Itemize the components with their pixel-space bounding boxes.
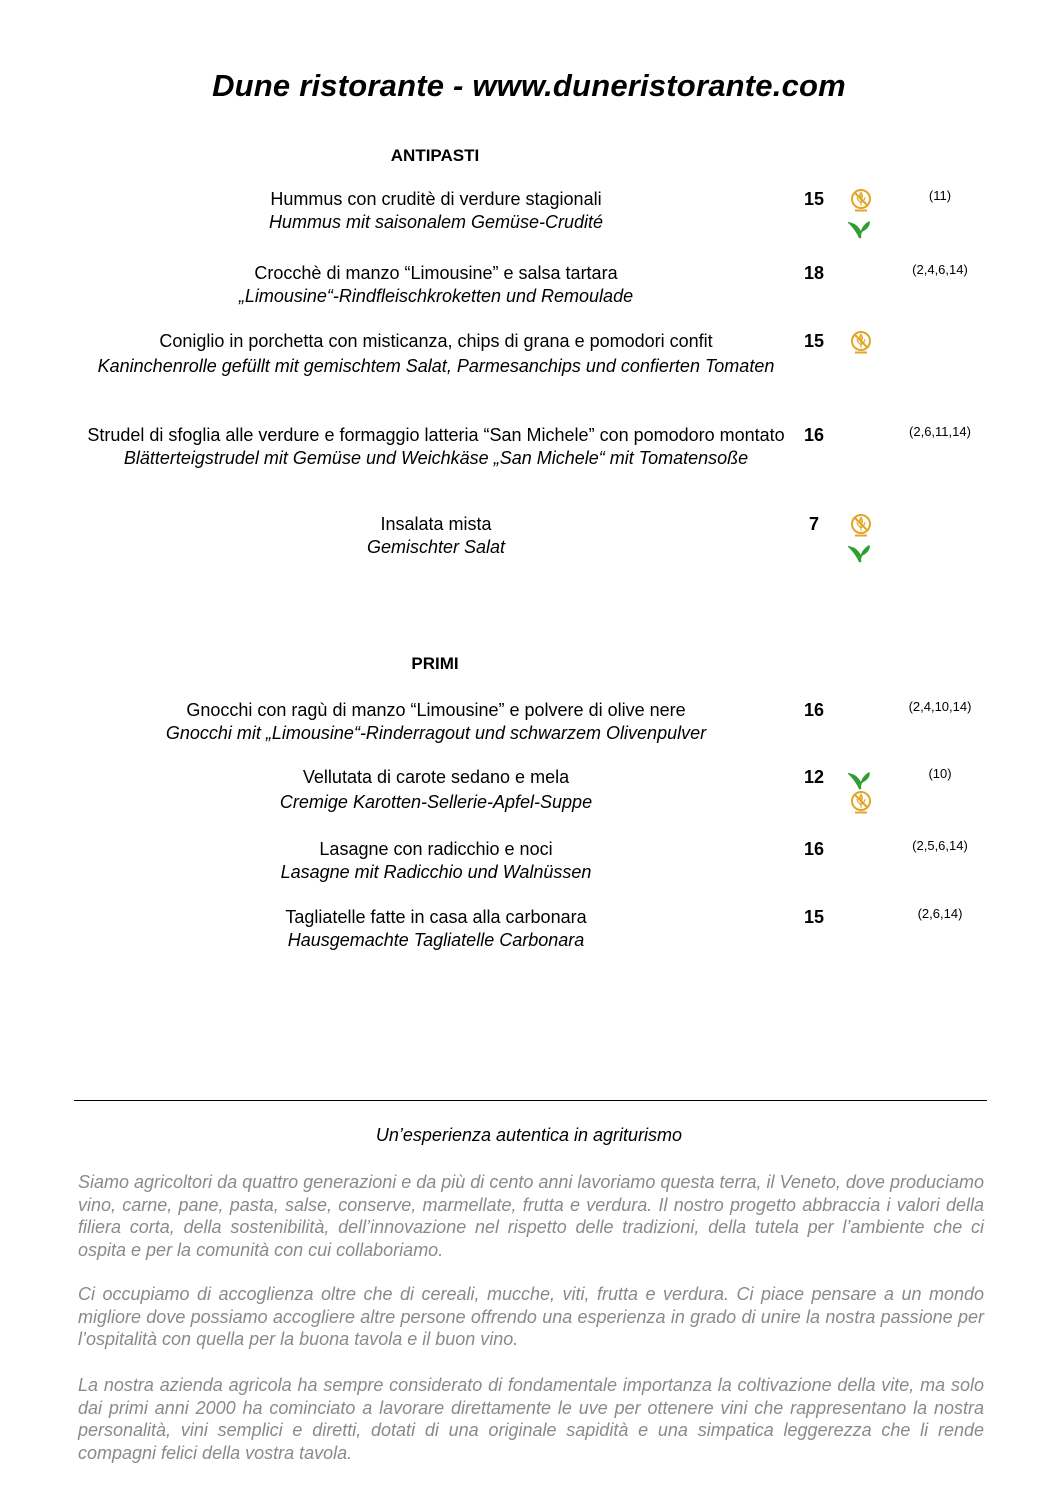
dish-name-de: Kaninchenrolle gefüllt mit gemischtem Salat, Parmesanchips und confierten Tomaten: [97, 356, 775, 376]
vegan-leaf-icon: [848, 766, 874, 792]
dish-allergens: (10): [928, 766, 952, 781]
dish-price: 18: [803, 263, 825, 283]
gluten-free-icon: [848, 330, 874, 356]
section-title-primi: PRIMI: [411, 654, 459, 673]
dish-name-it: Tagliatelle fatte in casa alla carbonara: [285, 907, 587, 927]
dish-price: 16: [803, 839, 825, 859]
about-paragraph: Siamo agricoltori da quattro generazioni e da più di cento anni lavoriamo questa terra, il Veneto, dove produciamo vino, carne, pane, pasta, salse, conserve, marmellate, frutta e verdura. Il nostro progetto abbraccia i valori della filiera corta, della sostenibilità, dell’innovazione nel rispetto delle tradizioni, della tutela per l’ambiente che ci ospita e per la comunità con cui collaboriamo.: [78, 1172, 984, 1260]
dish-name-it: Coniglio in porchetta con misticanza, chips di grana e pomodori confit: [159, 331, 713, 351]
dish-name-de: Hausgemachte Tagliatelle Carbonara: [287, 930, 585, 950]
vegan-leaf-icon: [848, 539, 874, 565]
dish-allergens: (11): [928, 188, 952, 203]
dish-price: 16: [803, 425, 825, 445]
dish-name-it: Crocchè di manzo “Limousine” e salsa tartara: [254, 263, 618, 283]
gluten-free-icon: [848, 790, 874, 816]
dish-allergens: (2,6,14): [917, 906, 963, 921]
about-paragraph: Ci occupiamo di accoglienza oltre che di cereali, mucche, viti, frutta e verdura. Ci piace pensare a un mondo migliore dove possiamo accogliere altre persone offrendo una esperienza in grado di unire la nostra passione per l’ospitalità con quella per la buona tavola e il buon vino.: [78, 1284, 984, 1349]
dish-allergens: (2,6,11,14): [909, 424, 971, 439]
dish-name-de: „Limousine“-Rindfleischkroketten und Remoulade: [238, 286, 634, 306]
dish-name-it: Hummus con cruditè di verdure stagionali: [270, 189, 602, 209]
vegan-leaf-icon: [848, 215, 874, 241]
dish-price: 15: [803, 331, 825, 351]
dish-name-de: Blätterteigstrudel mit Gemüse und Weichkäse „San Michele“ mit Tomatensoße: [123, 448, 749, 468]
dish-allergens: (2,4,6,14): [912, 262, 968, 277]
dish-price: 15: [803, 189, 825, 209]
dish-name-de: Gnocchi mit „Limousine“-Rinderragout und schwarzem Olivenpulver: [165, 723, 707, 743]
dish-name-it: Strudel di sfoglia alle verdure e formaggio latteria “San Michele” con pomodoro montato: [87, 425, 785, 445]
dish-name-de: Hummus mit saisonalem Gemüse-Crudité: [268, 212, 604, 232]
dish-name-de: Cremige Karotten-Sellerie-Apfel-Suppe: [279, 792, 593, 812]
divider: [74, 1100, 987, 1101]
about-paragraph: La nostra azienda agricola ha sempre considerato di fondamentale importanza la coltivazione della vite, ma solo dai primi anni 2000 ha cominciato a lavorare direttamente le uve per ottenere vini che rappresentano la nostra personalità, vini semplici e diretti, dotati di una originale sapidità e una simpatica leggerezza che li rende compagni felici della vostra tavola.: [78, 1375, 984, 1463]
dish-name-de: Lasagne mit Radicchio und Walnüssen: [280, 862, 592, 882]
about-title: Un’esperienza autentica in agriturismo: [375, 1125, 683, 1145]
dish-name-it: Gnocchi con ragù di manzo “Limousine” e polvere di olive nere: [186, 700, 686, 720]
gluten-free-icon: [848, 188, 874, 214]
dish-name-it: Insalata mista: [380, 514, 492, 534]
dish-allergens: (2,4,10,14): [908, 699, 972, 714]
gluten-free-icon: [848, 513, 874, 539]
page-title: Dune ristorante - www.duneristorante.com: [212, 68, 846, 103]
dish-name-it: Vellutata di carote sedano e mela: [302, 767, 570, 787]
dish-name-it: Lasagne con radicchio e noci: [319, 839, 553, 859]
dish-price: 7: [808, 514, 819, 534]
dish-name-de: Gemischter Salat: [366, 537, 506, 557]
dish-price: 16: [803, 700, 825, 720]
section-title-antipasti: ANTIPASTI: [390, 146, 480, 165]
dish-price: 12: [803, 767, 825, 787]
dish-price: 15: [803, 907, 825, 927]
dish-allergens: (2,5,6,14): [912, 838, 968, 853]
